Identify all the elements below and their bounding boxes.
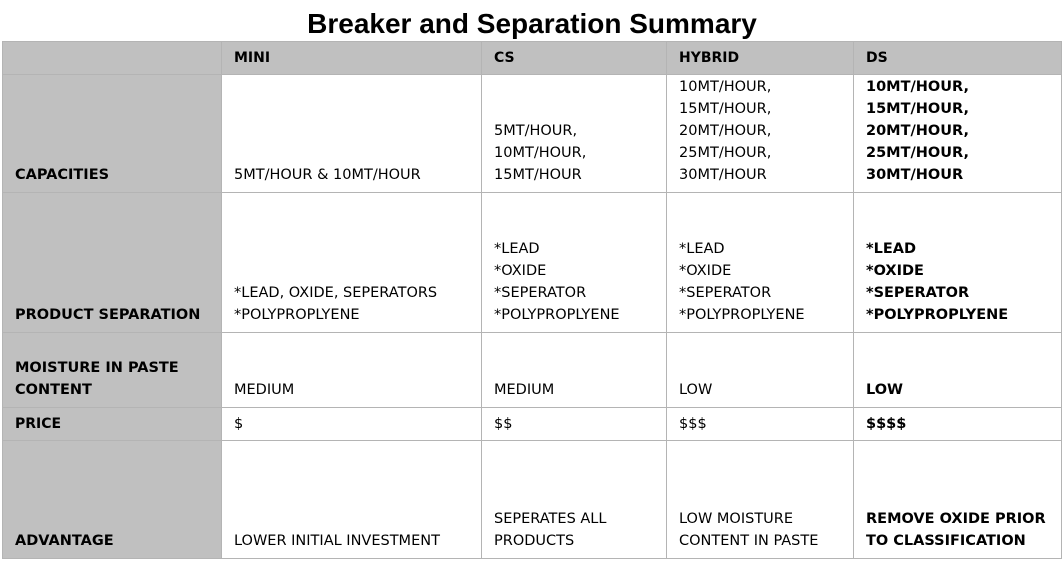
page-title: Breaker and Separation Summary <box>307 8 757 39</box>
cell-price-ds <box>854 408 1062 441</box>
cell-line: 15MT/HOUR, <box>679 101 772 117</box>
cell-line: MEDIUM <box>494 382 555 398</box>
table-row-price <box>3 408 1062 441</box>
cell-line: 15MT/HOUR, <box>866 101 969 117</box>
cell-line: 20MT/HOUR, <box>679 123 772 139</box>
header-row <box>3 42 1062 75</box>
cell-line: 10MT/HOUR, <box>679 79 772 95</box>
cell-price-mini <box>222 408 482 441</box>
cell-moisture-mini <box>222 333 482 408</box>
cell-line: MEDIUM <box>234 382 295 398</box>
cell-capacities-mini <box>222 75 482 193</box>
cell-line: 30MT/HOUR <box>866 167 964 183</box>
corner-cell <box>3 42 222 75</box>
cell-line: 5MT/HOUR, <box>494 123 578 139</box>
cell-line: TO CLASSIFICATION <box>866 533 1026 549</box>
table-row-product-separation <box>3 193 1062 333</box>
cell-line: $$$ <box>679 416 707 432</box>
cell-line: LOWER INITIAL INVESTMENT <box>234 533 440 549</box>
cell-line: *POLYPROPLYENE <box>866 307 1009 323</box>
row-label-capacities: CAPACITIES <box>3 75 222 193</box>
cell-separation-ds <box>854 193 1062 333</box>
cell-line: LOW MOISTURE <box>679 511 794 527</box>
row-label-line: CONTENT <box>15 382 92 398</box>
cell-separation-mini <box>222 193 482 333</box>
cell-line: *SEPERATOR <box>494 285 587 301</box>
row-label-product-separation: PRODUCT SEPARATION <box>3 193 222 333</box>
cell-line: 5MT/HOUR & 10MT/HOUR <box>234 167 421 183</box>
cell-advantage-hybrid <box>667 441 854 559</box>
column-header-hybrid: HYBRID <box>667 42 854 75</box>
cell-capacities-hybrid <box>667 75 854 193</box>
cell-advantage-cs <box>482 441 667 559</box>
cell-line: *OXIDE <box>494 263 547 279</box>
cell-line: 20MT/HOUR, <box>866 123 969 139</box>
cell-moisture-cs <box>482 333 667 408</box>
cell-line: *OXIDE <box>679 263 732 279</box>
cell-advantage-mini <box>222 441 482 559</box>
cell-line: *LEAD, OXIDE, SEPERATORS <box>234 285 438 301</box>
row-label-advantage: ADVANTAGE <box>3 441 222 559</box>
row-label-moisture <box>3 333 222 408</box>
column-header-mini: MINI <box>222 42 482 75</box>
cell-line: SEPERATES ALL <box>494 511 607 527</box>
cell-line: 25MT/HOUR, <box>679 145 772 161</box>
cell-price-hybrid <box>667 408 854 441</box>
row-label-price: PRICE <box>3 408 222 441</box>
cell-line: *POLYPROPLYENE <box>679 307 805 323</box>
cell-line: CONTENT IN PASTE <box>679 533 819 549</box>
cell-line: *OXIDE <box>866 263 924 279</box>
cell-price-cs <box>482 408 667 441</box>
cell-line: 10MT/HOUR, <box>494 145 587 161</box>
cell-separation-cs <box>482 193 667 333</box>
cell-line: PRODUCTS <box>494 533 575 549</box>
cell-line: *SEPERATOR <box>866 285 970 301</box>
table-row-capacities <box>3 75 1062 193</box>
cell-line: 30MT/HOUR <box>679 167 767 183</box>
cell-line: 15MT/HOUR <box>494 167 582 183</box>
cell-capacities-cs <box>482 75 667 193</box>
cell-line: *LEAD <box>494 241 540 257</box>
cell-line: LOW <box>679 382 713 398</box>
table-row-advantage <box>3 441 1062 559</box>
cell-line: *LEAD <box>866 241 916 257</box>
cell-line: REMOVE OXIDE PRIOR <box>866 511 1046 527</box>
cell-line: $$ <box>494 416 513 432</box>
cell-line: *LEAD <box>679 241 725 257</box>
cell-line: 10MT/HOUR, <box>866 79 969 95</box>
cell-line: 25MT/HOUR, <box>866 145 969 161</box>
cell-line: *SEPERATOR <box>679 285 772 301</box>
column-header-cs: CS <box>482 42 667 75</box>
cell-moisture-ds <box>854 333 1062 408</box>
summary-table <box>2 41 1062 559</box>
cell-line: LOW <box>866 382 904 398</box>
row-label-line: MOISTURE IN PASTE <box>15 360 179 376</box>
cell-moisture-hybrid <box>667 333 854 408</box>
cell-capacities-ds <box>854 75 1062 193</box>
cell-line: *POLYPROPLYENE <box>234 307 360 323</box>
table-row-moisture <box>3 333 1062 408</box>
cell-line: *POLYPROPLYENE <box>494 307 620 323</box>
cell-line: $ <box>234 416 244 432</box>
cell-separation-hybrid <box>667 193 854 333</box>
cell-line: $$$$ <box>866 416 907 432</box>
cell-advantage-ds <box>854 441 1062 559</box>
column-header-ds: DS <box>854 42 1062 75</box>
